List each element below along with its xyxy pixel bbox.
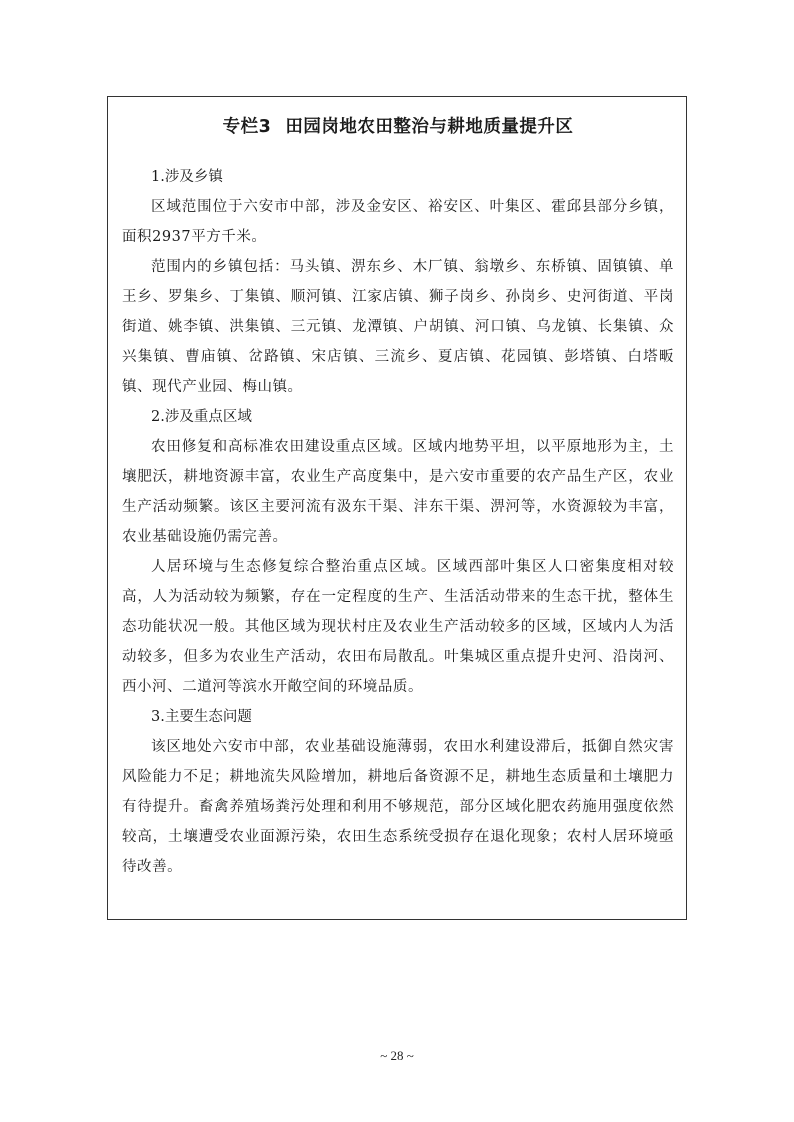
section-1-paragraph-2: 范围内的乡镇包括：马头镇、淠东乡、木厂镇、翁墩乡、东桥镇、固镇镇、单王乡、罗集乡、丁集镇、顺河镇、江家店镇、狮子岗乡、孙岗乡、史河街道、平岗街道、姚李镇、洪集镇、三元镇、龙潭镇、户胡镇、河口镇、乌龙镇、长集镇、众兴集镇、曹庙镇、岔路镇、宋店镇、三流乡、夏店镇、花园镇、彭塔镇、白塔畈镇、现代产业园、梅山镇。 [122,259,674,395]
box-title-main: 田园岗地农田整治与耕地质量提升区 [285,117,574,137]
content-box [107,96,687,920]
section-2-paragraph-2: 人居环境与生态修复综合整治重点区域。区域西部叶集区人口密集度相对较高，人为活动较为频繁，存在一定程度的生产、生活活动带来的生态干扰，整体生态功能状况一般。其他区域为现状村庄及农业生产活动较多的区域，区域内人为活动较多，但多为农业生产活动，农田布局散乱。叶集城区重点提升史河、沿岗河、西小河、二道河等滨水开敞空间的环境品质。 [122,559,674,695]
section-heading-3: 3.主要生态问题 [151,709,252,725]
box-title [122,115,674,139]
section-3-paragraph-1: 该区地处六安市中部，农业基础设施薄弱，农田水利建设滞后，抵御自然灾害风险能力不足；耕地流失风险增加，耕地后备资源不足，耕地生态质量和土壤肥力有待提升。畜禽养殖场粪污处理和利用不够规范，部分区域化肥农药施用强度依然较高，土壤遭受农业面源污染，农田生态系统受损存在退化现象；农村人居环境亟待改善。 [122,739,674,875]
section-heading-2: 2.涉及重点区域 [151,409,252,425]
section-1-paragraph-1: 区域范围位于六安市中部，涉及金安区、裕安区、叶集区、霍邱县部分乡镇，面积2937平方千米。 [122,199,674,245]
section-2-paragraph-1: 农田修复和高标准农田建设重点区域。区域内地势平坦，以平原地形为主，土壤肥沃，耕地资源丰富，农业生产高度集中，是六安市重要的农产品生产区，农业生产活动频繁。该区主要河流有汲东干渠、沣东干渠、淠河等，水资源较为丰富，农业基础设施仍需完善。 [122,439,674,545]
section-heading-1: 1.涉及乡镇 [151,169,223,185]
box-title-prefix: 专栏3 [222,117,272,137]
page-number: ~ 28 ~ [380,1048,414,1063]
